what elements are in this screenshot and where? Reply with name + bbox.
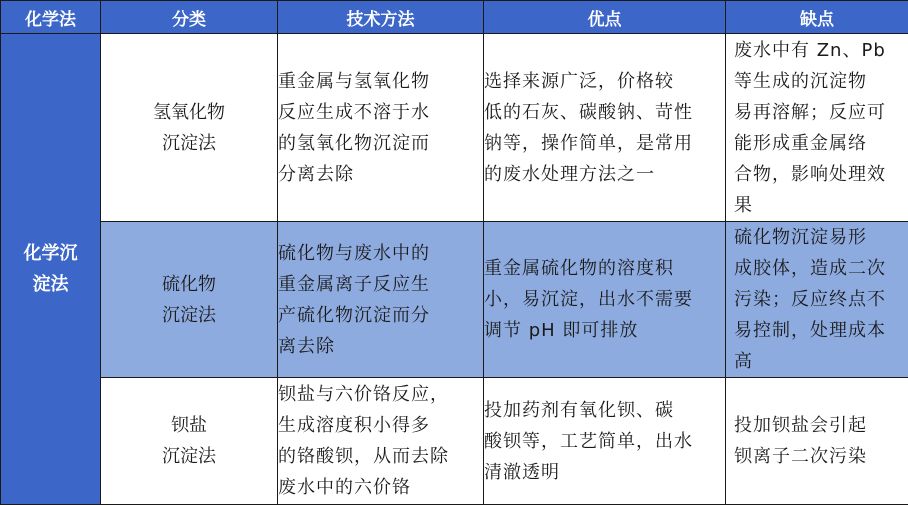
technique-cell bbox=[278, 222, 484, 378]
header-row bbox=[1, 1, 908, 34]
category-line: 沉淀法 bbox=[162, 132, 216, 154]
table-row bbox=[1, 34, 908, 222]
disadvantages-line: 成胶体，造成二次 bbox=[734, 258, 886, 279]
advantages-line: 低的石灰、碳酸钠、苛性 bbox=[484, 101, 693, 123]
disadvantages-line: 等生成的沉淀物 bbox=[734, 70, 867, 92]
method-name-line: 淀法 bbox=[32, 274, 69, 295]
table-header bbox=[1, 1, 908, 34]
category-cell bbox=[101, 34, 278, 222]
header-technique: 技术方法 bbox=[278, 1, 484, 34]
technique-line: 离去除 bbox=[278, 335, 335, 357]
technique-line: 生成溶度积小得多 bbox=[278, 415, 430, 436]
disadvantages-line: 钡离子二次污染 bbox=[734, 446, 867, 467]
technique-cell bbox=[278, 34, 484, 222]
technique-line: 产硫化物沉淀而分 bbox=[278, 304, 430, 326]
advantages-line: 清澈透明 bbox=[484, 461, 560, 483]
category-cell bbox=[101, 378, 278, 505]
technique-line: 分离去除 bbox=[278, 163, 354, 185]
disadvantages-line: 硫化物沉淀易形 bbox=[734, 227, 867, 248]
advantages-line: 投加药剂有氧化钡、碳 bbox=[484, 399, 674, 421]
disadvantages-cell bbox=[726, 378, 908, 505]
advantages-line: 调节 pH 即可排放 bbox=[484, 320, 639, 341]
disadvantages-line: 高 bbox=[734, 351, 753, 372]
advantages-cell bbox=[484, 34, 726, 222]
category-line: 硫化物 bbox=[162, 273, 216, 295]
table-row bbox=[1, 378, 908, 505]
advantages-line: 重金属硫化物的溶度积 bbox=[484, 258, 674, 279]
header-chemical-method: 化学法 bbox=[1, 1, 101, 34]
technique-line: 的氢氧化物沉淀而 bbox=[278, 132, 430, 154]
header-advantages: 优点 bbox=[484, 1, 726, 34]
advantages-line: 小，易沉淀，出水不需要 bbox=[484, 289, 693, 310]
advantages-cell bbox=[484, 378, 726, 505]
disadvantages-cell bbox=[726, 222, 908, 378]
disadvantages-line: 能形成重金属络 bbox=[734, 132, 867, 154]
category-line: 沉淀法 bbox=[162, 304, 216, 326]
disadvantages-line: 废水中有 Zn、Pb bbox=[734, 39, 886, 61]
category-line: 钡盐 bbox=[171, 415, 207, 436]
disadvantages-cell bbox=[726, 34, 908, 222]
category-line: 氢氧化物 bbox=[153, 101, 225, 123]
header-category: 分类 bbox=[101, 1, 278, 34]
technique-line: 钡盐与六价铬反应， bbox=[278, 384, 449, 405]
technique-line: 废水中的六价铬 bbox=[278, 477, 411, 498]
disadvantages-line: 合物，影响处理效 bbox=[734, 163, 886, 185]
advantages-line: 钠等，操作简单，是常用 bbox=[484, 132, 693, 154]
technique-cell bbox=[278, 378, 484, 505]
header-disadvantages: 缺点 bbox=[726, 1, 908, 34]
method-name-cell bbox=[1, 34, 101, 505]
advantages-line: 的废水处理方法之一 bbox=[484, 163, 655, 185]
technique-line: 硫化物与废水中的 bbox=[278, 242, 430, 264]
technique-line: 重金属离子反应生 bbox=[278, 273, 430, 295]
category-cell bbox=[101, 222, 278, 378]
advantages-cell bbox=[484, 222, 726, 378]
table-row bbox=[1, 222, 908, 378]
advantages-line: 酸钡等，工艺简单，出水 bbox=[484, 430, 693, 452]
disadvantages-line: 易控制，处理成本 bbox=[734, 320, 886, 341]
advantages-line: 选择来源广泛，价格较 bbox=[484, 70, 674, 92]
category-line: 沉淀法 bbox=[162, 446, 216, 467]
disadvantages-line: 果 bbox=[734, 194, 753, 216]
technique-line: 反应生成不溶于水 bbox=[278, 101, 430, 123]
table-body bbox=[1, 34, 908, 505]
disadvantages-line: 易再溶解；反应可 bbox=[734, 101, 886, 123]
disadvantages-line: 污染；反应终点不 bbox=[734, 289, 886, 310]
method-name-line: 化学沉 bbox=[23, 243, 78, 264]
technique-line: 的铬酸钡，从而去除 bbox=[278, 446, 449, 467]
technique-line: 重金属与氢氧化物 bbox=[278, 70, 430, 92]
disadvantages-line: 投加钡盐会引起 bbox=[734, 415, 867, 436]
